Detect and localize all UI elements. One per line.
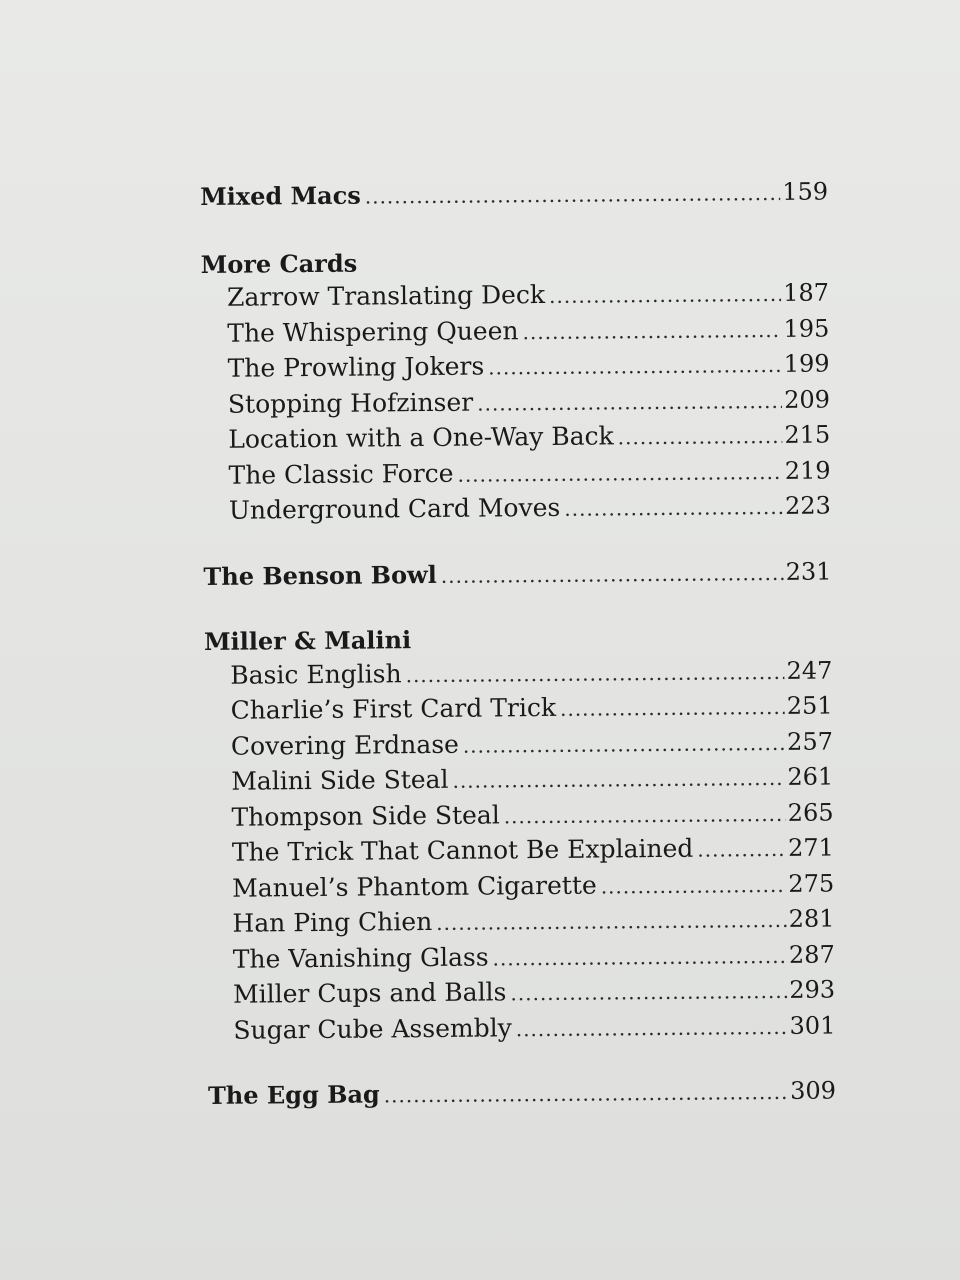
entry-title: Thompson Side Steal bbox=[231, 799, 500, 832]
dot-leader bbox=[618, 420, 783, 455]
page-number: 199 bbox=[783, 349, 830, 378]
toc-entry bbox=[206, 901, 834, 942]
entry-title: Han Ping Chien bbox=[232, 907, 433, 938]
toc-entry bbox=[201, 276, 829, 317]
page-number: 293 bbox=[789, 975, 836, 1004]
dot-leader bbox=[441, 556, 784, 592]
dot-leader bbox=[560, 691, 785, 726]
entry-title: Basic English bbox=[230, 658, 402, 690]
entry-title: Zarrow Translating Deck bbox=[226, 279, 546, 312]
entry-title: Charlie’s First Card Trick bbox=[230, 692, 557, 725]
toc-entry bbox=[202, 418, 830, 459]
page-number: 209 bbox=[784, 385, 831, 414]
toc-entry bbox=[205, 795, 833, 836]
toc-entry bbox=[202, 453, 830, 494]
page-number: 265 bbox=[787, 797, 834, 827]
entry-title: The Prowling Jokers bbox=[227, 351, 485, 383]
dot-leader bbox=[516, 1010, 788, 1046]
entry-title: The Vanishing Glass bbox=[232, 942, 489, 974]
page-number: 271 bbox=[787, 833, 834, 862]
dot-leader bbox=[522, 313, 781, 349]
dot-leader bbox=[488, 349, 782, 385]
page-number: 247 bbox=[786, 656, 833, 685]
page-number: 215 bbox=[784, 420, 831, 449]
toc-entry bbox=[202, 347, 830, 388]
toc-entry bbox=[207, 972, 835, 1013]
dot-leader bbox=[492, 939, 787, 975]
entry-title: Covering Erdnase bbox=[230, 729, 459, 761]
page-number: 187 bbox=[783, 278, 830, 307]
dot-leader bbox=[564, 491, 783, 526]
section-heading: More Cards bbox=[200, 248, 358, 279]
toc-entry bbox=[205, 759, 833, 800]
toc-entry bbox=[206, 830, 834, 871]
dot-leader bbox=[457, 455, 783, 491]
entry-title: The Trick That Cannot Be Explained bbox=[231, 833, 694, 867]
toc-entry bbox=[206, 866, 834, 907]
toc-section-miller-malini bbox=[204, 620, 836, 1049]
entry-title: The Benson Bowl bbox=[203, 559, 437, 591]
page-number: 281 bbox=[788, 904, 835, 933]
entry-title: The Whispering Queen bbox=[227, 315, 519, 348]
entry-title: Malini Side Steal bbox=[231, 764, 449, 796]
dot-leader bbox=[365, 177, 781, 214]
page-number: 159 bbox=[782, 177, 829, 206]
dot-leader bbox=[601, 868, 787, 903]
toc-entry-mixed-macs bbox=[200, 175, 828, 216]
entry-title: Sugar Cube Assembly bbox=[233, 1012, 512, 1045]
page-number: 231 bbox=[785, 557, 832, 586]
dot-leader bbox=[436, 904, 787, 941]
page-number: 223 bbox=[784, 491, 831, 520]
dot-leader bbox=[697, 833, 786, 867]
entry-title: Underground Card Moves bbox=[228, 492, 561, 525]
toc-entry bbox=[207, 1008, 835, 1049]
page-number: 287 bbox=[788, 939, 835, 969]
toc-entry bbox=[201, 311, 829, 352]
page-number: 219 bbox=[784, 456, 831, 485]
entry-title: Manuel’s Phantom Cigarette bbox=[232, 870, 597, 903]
toc-entry bbox=[202, 382, 830, 423]
page-number: 261 bbox=[787, 762, 834, 791]
page-number: 257 bbox=[786, 726, 834, 756]
page-number: 301 bbox=[789, 1010, 836, 1040]
entry-title: Stopping Hofzinser bbox=[227, 387, 474, 419]
toc-entry-egg-bag bbox=[208, 1073, 836, 1114]
dot-leader bbox=[452, 762, 785, 798]
dot-leader bbox=[384, 1076, 789, 1113]
dot-leader bbox=[510, 975, 787, 1011]
toc-section-more-cards bbox=[201, 242, 831, 529]
entry-title: The Classic Force bbox=[228, 458, 454, 490]
entry-title: Location with a One-Way Back bbox=[228, 421, 614, 454]
dot-leader bbox=[504, 797, 786, 833]
toc-entry bbox=[204, 653, 832, 694]
dot-leader bbox=[477, 384, 782, 420]
page-number: 275 bbox=[788, 868, 835, 898]
dot-leader bbox=[463, 726, 786, 762]
toc-entry bbox=[205, 724, 833, 765]
toc-entry bbox=[203, 489, 831, 530]
table-of-contents bbox=[200, 175, 836, 1115]
page-number: 195 bbox=[783, 314, 830, 343]
page-number: 309 bbox=[790, 1076, 837, 1105]
entry-title: Mixed Macs bbox=[200, 180, 361, 211]
page-number: 251 bbox=[786, 691, 833, 720]
dot-leader bbox=[406, 655, 785, 692]
toc-entry bbox=[204, 689, 832, 730]
toc-entry-benson-bowl bbox=[203, 554, 831, 595]
entry-title: The Egg Bag bbox=[207, 1079, 380, 1110]
entry-title: Miller Cups and Balls bbox=[232, 977, 507, 1009]
section-heading: Miller & Malini bbox=[203, 625, 412, 656]
toc-entry bbox=[207, 937, 835, 978]
dot-leader bbox=[549, 278, 781, 314]
